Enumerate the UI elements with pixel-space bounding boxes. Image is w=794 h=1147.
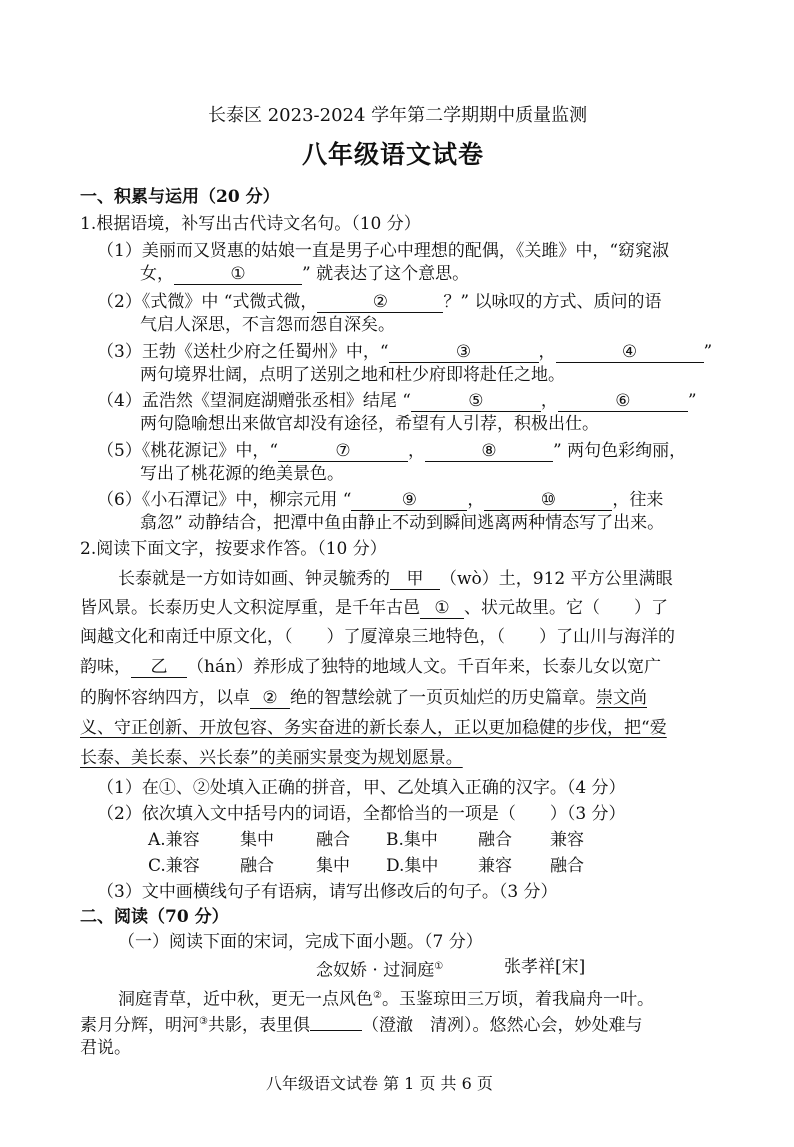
blank-9[interactable]: ⑨ <box>351 490 467 511</box>
option-a[interactable]: A.兼容 <box>148 830 200 850</box>
blank-1[interactable]: ① <box>174 264 302 285</box>
q2-sub3: （3）文中画横线句子有语病，请写出修改后的句子。（3 分） <box>97 882 558 902</box>
q1-item5-line1: （5）《桃花源记》中，“ ⑦ ， ⑧ ” 两句色彩绚丽， <box>97 441 687 461</box>
exam-title: 长泰区 2023-2024 学年第二学期期中质量监测 <box>208 105 588 126</box>
section2-sub-heading: （一）阅读下面的宋词，完成下面小题。（7 分） <box>118 932 483 952</box>
section1-heading: 一、积累与运用（20 分） <box>80 187 280 207</box>
q2-options-row1: A.兼容 集中 融合 B.集中 融合 兼容 <box>148 830 584 850</box>
page-footer: 八年级语文试卷 第 1 页 共 6 页 <box>266 1074 493 1093</box>
poem-line2: 素月分辉，明河③共影，表里俱 （澄澈 清冽）。悠然心会，妙处难与 <box>80 1015 643 1036</box>
blank-4[interactable]: ④ <box>556 342 704 363</box>
option-c[interactable]: C.兼容 <box>148 856 200 876</box>
blank-circle-1[interactable]: ① <box>420 598 464 619</box>
blank-yi[interactable]: 乙 <box>131 657 187 678</box>
q1-item4-line2: 两句隐喻想出来做官却没有途径，希望有人引荐，积极出仕。 <box>140 414 599 434</box>
q1-item6-line1: （6）《小石潭记》中，柳宗元用 “ ⑨ ， ⑩ ，往来 <box>97 490 664 510</box>
blank-10[interactable]: ⑩ <box>484 490 612 511</box>
q1-item3-line2: 两句境界壮阔，点明了送别之地和杜少府即将赴任之地。 <box>140 365 565 385</box>
q1-stem: 1.根据语境，补写出古代诗文名句。（10 分） <box>80 214 421 234</box>
blank-8[interactable]: ⑧ <box>425 441 553 462</box>
q1-item1-line2: 女， ① ” 就表达了这个意思。 <box>140 264 470 284</box>
poem-title: 念奴娇 · 过洞庭① <box>316 960 444 981</box>
q1-item3-line1: （3）王勃《送杜少府之任蜀州》中，“ ③ ， ④ ” <box>97 342 713 362</box>
q1-item2-line2: 气启人深思，不言怨而怨自深矣。 <box>140 315 395 335</box>
blank-3[interactable]: ③ <box>389 342 539 363</box>
blank-7[interactable]: ⑦ <box>278 441 408 462</box>
q1-item5-line2: 写出了桃花源的绝美景色。 <box>140 464 344 484</box>
blank-2[interactable]: ② <box>317 292 443 313</box>
q1-item4-line1: （4）孟浩然《望洞庭湖赠张丞相》结尾 “ ⑤ ， ⑥ ” <box>97 391 697 411</box>
q2-options-row2: C.兼容 融合 集中 D.集中 兼容 融合 <box>148 856 584 876</box>
option-d[interactable]: D.集中 <box>386 856 439 876</box>
q2-sub2: （2）依次填入文中括号内的词语，全都恰当的一项是（ ）（3 分） <box>97 804 626 824</box>
poem-blank[interactable] <box>310 1030 362 1031</box>
q2-stem: 2.阅读下面文字，按要求作答。（10 分） <box>80 539 387 559</box>
q2-passage-line3: 闽越文化和南迁中原文化，（ ）了厦漳泉三地特色，（ ）了山川与海洋的 <box>80 627 675 647</box>
blank-circle-2[interactable]: ② <box>250 688 290 709</box>
q2-passage-line7: 长泰、美长泰、兴长泰”的美丽实景变为规划愿景。 <box>80 748 463 768</box>
q1-item1-line1: （1）美丽而又贤惠的姑娘一直是男子心中理想的配偶，《关雎》中，“窈窕淑 <box>97 241 670 261</box>
q1-item2-line1: （2）《式微》中 “式微式微， ② ？” 以咏叹的方式、质问的语 <box>97 292 662 312</box>
poem-author: 张孝祥[宋] <box>504 957 586 977</box>
paper-title: 八年级语文试卷 <box>302 140 485 169</box>
poem-line1: 洞庭青草，近中秋，更无一点风色②。玉鉴琼田三万顷，着我扁舟一叶。 <box>118 989 654 1010</box>
blank-6[interactable]: ⑥ <box>558 391 688 412</box>
blank-jia[interactable]: 甲 <box>390 569 440 590</box>
q2-passage-line6: 义、守正创新、开放包容、务实奋进的新长泰人，正以更加稳健的步伐，把“爱 <box>80 718 667 738</box>
q2-sub1: （1）在①、②处填入正确的拼音，甲、乙处填入正确的汉字。（4 分） <box>97 778 626 798</box>
underlined-sentence-start: 崇文尚 <box>596 688 647 708</box>
q2-passage-line2: 皆风景。长泰历史人文积淀厚重，是千年古邑 ① 、状元故里。它（ ）了 <box>80 598 668 618</box>
q2-passage-line1: 长泰就是一方如诗如画、钟灵毓秀的 甲 （wò）土，912 平方公里满眼 <box>118 569 673 589</box>
section2-heading: 二、阅读（70 分） <box>80 907 229 927</box>
option-b[interactable]: B.集中 <box>386 830 438 850</box>
poem-line3: 君说。 <box>80 1038 131 1058</box>
q2-passage-line5: 的胸怀容纳四方，以卓 ② 绝的智慧绘就了一页页灿烂的历史篇章。崇文尚 <box>80 688 647 708</box>
blank-5[interactable]: ⑤ <box>411 391 541 412</box>
q2-passage-line4: 韵味， 乙 （hán）养形成了独特的地域人文。千百年来，长泰儿女以宽广 <box>80 657 662 677</box>
q1-item6-line2: 翕忽” 动静结合，把潭中鱼由静止不动到瞬间逃离两种情态写了出来。 <box>140 513 665 533</box>
